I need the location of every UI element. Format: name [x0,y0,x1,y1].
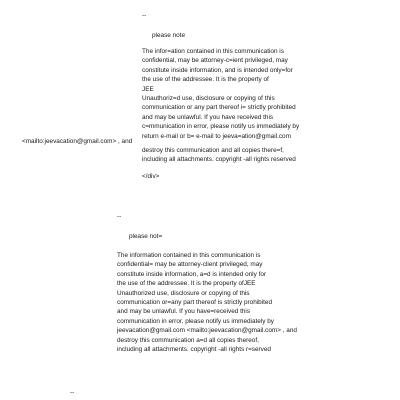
notice-line: constitute inside information, a=d is intended only for [117,270,267,278]
notice-line: jeevacation@gmail.com <mailto:jeevacation@gmail.com> , and [117,327,297,335]
notice-line: Unauthorized use, disclosure or copying of this [117,289,250,297]
notice-line: destroy this communication and all copies there=f, [142,147,284,154]
notice-body-1 [142,47,299,141]
notice-line: the use of the addressee. It is the property ofJEE [117,280,256,288]
notice-line: The infor=ation contained in this communication is [142,48,284,55]
notice-line: destroy this communication a=d all copies thereof, [117,336,259,344]
notice-heading-2: please not= [129,233,163,240]
closing-tag: </div> [142,173,160,180]
separator-dash-3: -- [70,389,75,396]
separator-dash-2: -- [117,213,122,220]
notice-line: Unauthoriz=d use, disclosure or copying of this [142,95,275,103]
notice-line: The information contained in this communication is [117,252,261,259]
notice-body-2 [117,251,297,354]
notice-line: confidential= may be attorney-client privileged, may [117,261,263,269]
notice-line: confidential, may be attorney-c=ient privileged, may [142,57,288,65]
notice-line: JEE [142,85,154,93]
notice-line: the use of the addressee. It is the property of [142,76,269,84]
notice-line: communication or any part thereof i= strictly prohibited [142,104,296,112]
notice-tail-1 [142,146,296,165]
separator-dash-1: -- [142,12,147,19]
notice-line: c=mmunication in error, please notify us immediately by [142,123,300,131]
notice-line: including all attachments. copyright -all rights reserved [142,156,296,164]
notice-line: and may be unlawful. If you have=received this [117,308,251,316]
notice-line: including all attachments. copyright -all rights r=served [117,346,271,354]
notice-line: return e-mail or b= e-mail to jeeva=ation@gmail.com [142,132,291,140]
notice-heading-1: please note [152,32,186,39]
notice-line: communication or=any part thereof is strictly prohibited [117,299,273,307]
notice-line: communication in error, please notify us immediately by [117,317,274,325]
notice-line: and may be unlawful. If you have received this [142,113,274,121]
notice-line: constitute inside information, and is intended only=for [142,66,293,74]
mailto-line-1: <mailto:jeevacation@gmail.com> , and [22,138,133,145]
